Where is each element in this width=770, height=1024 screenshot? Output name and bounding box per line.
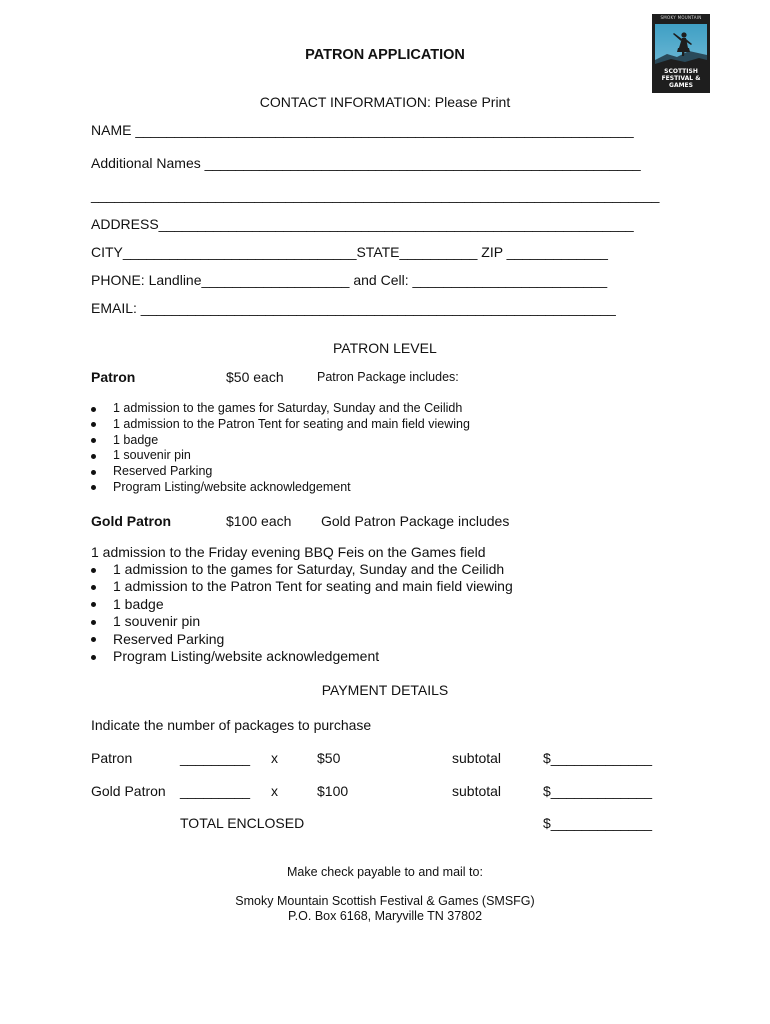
multiply-sign: x bbox=[271, 783, 278, 799]
patron-name: Patron bbox=[91, 369, 136, 385]
name-field[interactable]: NAME ________________________________________________________________ bbox=[91, 122, 634, 138]
mail-address: P.O. Box 6168, Maryville TN 37802 bbox=[287, 909, 483, 923]
patron-includes: Patron Package includes: bbox=[317, 370, 459, 384]
payment-heading: PAYMENT DETAILS bbox=[321, 682, 449, 698]
total-field[interactable]: $_____________ bbox=[543, 815, 653, 831]
payment-row-label: Gold Patron bbox=[91, 783, 166, 799]
list-item: 1 admission to the Patron Tent for seating and main field viewing bbox=[91, 417, 470, 433]
subtotal-label: subtotal bbox=[452, 750, 502, 766]
patron-subtotal-field[interactable]: $_____________ bbox=[543, 750, 653, 766]
gold-qty-field[interactable]: _________ bbox=[180, 783, 251, 799]
unit-price: $50 bbox=[317, 750, 341, 766]
additional-names-field[interactable]: Additional Names ________________________________________________________ bbox=[91, 155, 641, 171]
logo-line3: GAMES bbox=[669, 82, 693, 89]
total-label: TOTAL ENCLOSED bbox=[180, 815, 305, 831]
list-item: Program Listing/website acknowledgement bbox=[91, 480, 470, 496]
gold-patron-name: Gold Patron bbox=[91, 513, 172, 529]
gold-patron-benefits-list bbox=[91, 561, 513, 665]
patron-price: $50 each bbox=[226, 369, 284, 385]
address-field[interactable]: ADDRESS_____________________________________________________________ bbox=[91, 216, 634, 232]
city-state-zip-field[interactable]: CITY______________________________STATE__________ ZIP _____________ bbox=[91, 244, 608, 260]
mail-instruction: Make check payable to and mail to: bbox=[287, 865, 483, 879]
logo-festival-text bbox=[652, 68, 710, 89]
contact-heading: CONTACT INFORMATION: Please Print bbox=[259, 94, 511, 110]
list-item: 1 souvenir pin bbox=[91, 448, 470, 464]
gold-subtotal-field[interactable]: $_____________ bbox=[543, 783, 653, 799]
payment-row-label: Patron bbox=[91, 750, 133, 766]
list-item: 1 souvenir pin bbox=[91, 613, 513, 630]
list-item: Reserved Parking bbox=[91, 464, 470, 480]
list-item: 1 badge bbox=[91, 433, 470, 449]
payment-instruction: Indicate the number of packages to purchase bbox=[91, 717, 372, 733]
phone-field[interactable]: PHONE: Landline___________________ and Cell: _________________________ bbox=[91, 272, 608, 288]
gold-patron-price: $100 each bbox=[226, 513, 292, 529]
subtotal-label: subtotal bbox=[452, 783, 502, 799]
list-item: 1 admission to the games for Saturday, Sunday and the Ceilidh bbox=[91, 561, 513, 578]
logo-line2: FESTIVAL & bbox=[661, 75, 701, 82]
list-item: 1 admission to the games for Saturday, Sunday and the Ceilidh bbox=[91, 401, 470, 417]
logo-top-text: SMOKY MOUNTAIN bbox=[660, 15, 702, 20]
patron-benefits-list bbox=[91, 401, 470, 496]
list-item: Reserved Parking bbox=[91, 631, 513, 648]
unit-price: $100 bbox=[317, 783, 349, 799]
patron-level-heading: PATRON LEVEL bbox=[333, 340, 437, 356]
list-item: Program Listing/website acknowledgement bbox=[91, 648, 513, 665]
mail-organization: Smoky Mountain Scottish Festival & Games (SMSFG) bbox=[235, 894, 535, 908]
gold-patron-intro: 1 admission to the Friday evening BBQ Feis on the Games field bbox=[91, 544, 486, 560]
patron-qty-field[interactable]: _________ bbox=[180, 750, 251, 766]
logo-line1: SCOTTISH bbox=[664, 68, 698, 75]
multiply-sign: x bbox=[271, 750, 278, 766]
page-title: PATRON APPLICATION bbox=[305, 47, 465, 63]
list-item: 1 admission to the Patron Tent for seating and main field viewing bbox=[91, 578, 513, 595]
gold-patron-includes: Gold Patron Package includes bbox=[321, 513, 510, 529]
list-item: 1 badge bbox=[91, 596, 513, 613]
additional-names-line[interactable]: _________________________________________________________________________ bbox=[91, 187, 660, 203]
email-field[interactable]: EMAIL: _____________________________________________________________ bbox=[91, 300, 616, 316]
